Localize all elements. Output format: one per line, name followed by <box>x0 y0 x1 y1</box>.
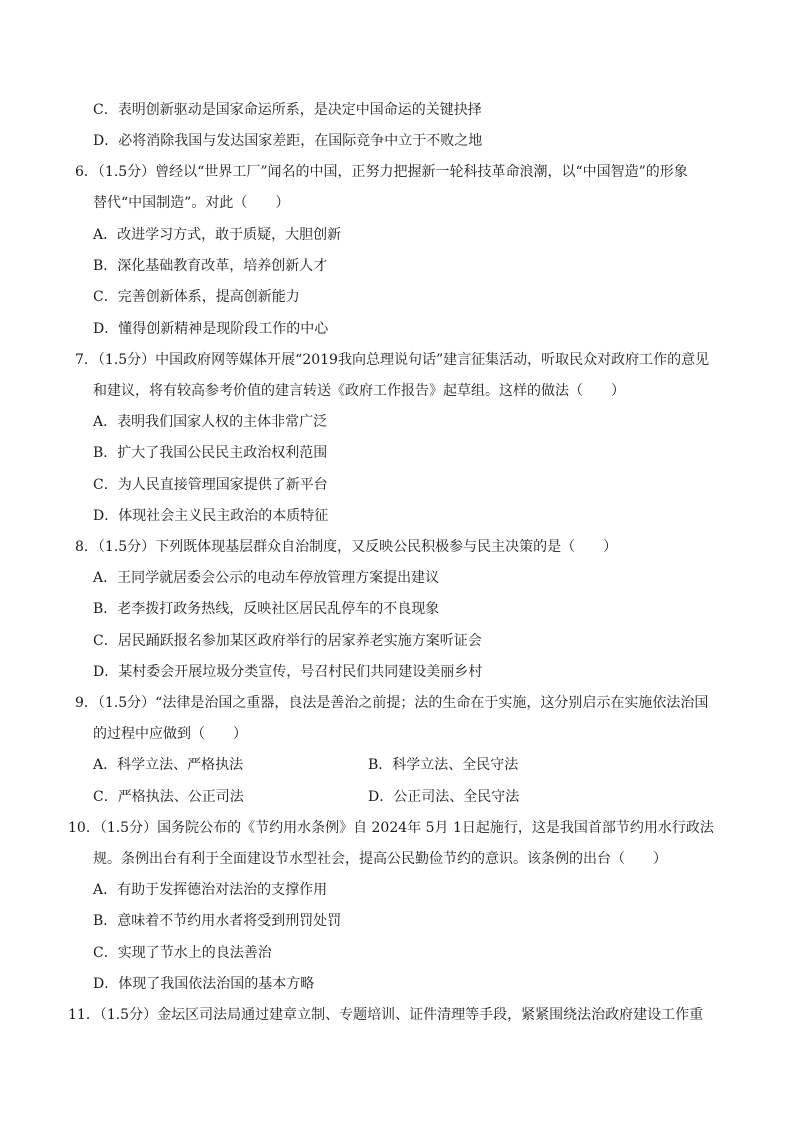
q10-option-c: C．实现了节水上的良法善治 <box>93 945 272 961</box>
q9-stem-line2: 的过程中应做到（ ） <box>93 726 247 742</box>
q6-option-a: A．改进学习方式，敢于质疑，大胆创新 <box>93 227 342 243</box>
q9-option-c: C．严格执法、公正司法 <box>93 789 244 805</box>
q7-option-b: B．扩大了我国公民民主政治权利范围 <box>93 445 328 461</box>
q10-stem-line2: 规。条例出台有利于全面建设节水型社会，提高公民勤俭节约的意识。该条例的出台（ ） <box>93 851 667 867</box>
q10-option-a: A．有助于发挥德治对法治的支撑作用 <box>93 882 328 898</box>
q5-option-d: D．必将消除我国与发达国家差距，在国际竞争中立于不败之地 <box>93 133 483 149</box>
q9-stem-line1: 9．（1.5分）“法律是治国之重器，良法是善治之前提；法的生命在于实施，这分别启示在实施依法治国 <box>75 695 709 711</box>
q9-option-b: B．科学立法、全民守法 <box>368 757 519 773</box>
q7-option-a: A．表明我们国家人权的主体非常广泛 <box>93 414 328 430</box>
q10-option-d: D．体现了我国依法治国的基本方略 <box>93 976 315 992</box>
q10-stem-line1: 10．（1.5分）国务院公布的《节约用水条例》自 2024年 5月 1日起施行，这是我国首部节约用水行政法 <box>68 820 714 836</box>
q8-stem-line1: 8．（1.5分）下列既体现基层群众自治制度，又反映公民积极参与民主决策的是（ ） <box>75 539 618 555</box>
q6-option-d: D．懂得创新精神是现阶段工作的中心 <box>93 321 329 337</box>
q6-stem-line2: 替代“中国制造”。对此（ ） <box>93 195 290 211</box>
q7-option-d: D．体现社会主义民主政治的本质特征 <box>93 508 329 524</box>
q8-option-c: C．居民踊跃报名参加某区政府举行的居家养老实施方案听证会 <box>93 633 482 649</box>
q9-option-d: D．公正司法、全民守法 <box>368 789 520 805</box>
q5-option-c: C．表明创新驱动是国家命运所系，是决定中国命运的关键抉择 <box>93 102 482 118</box>
q10-option-b: B．意味着不节约用水者将受到刑罚处罚 <box>93 913 342 929</box>
q8-option-d: D．某村委会开展垃圾分类宣传，号召村民们共同建设美丽乡村 <box>93 664 483 680</box>
q8-option-b: B．老李拨打政务热线，反映社区居民乱停车的不良现象 <box>93 601 440 617</box>
q7-stem-line2: 和建议，将有较高参考价值的建言转送《政府工作报告》起草组。这样的做法（ ） <box>93 383 625 399</box>
q11-stem-line1: 11．（1.5分）金坛区司法局通过建章立制、专题培训、证件清理等手段，紧紧围绕法治政府建设工作重 <box>68 1007 704 1023</box>
q7-stem-line1: 7．（1.5分）中国政府网等媒体开展“2019我向总理说句话”建言征集活动，听取民众对政府工作的意见 <box>75 352 710 368</box>
q6-stem-line1: 6．（1.5分）曾经以“世界工厂”闻名的中国，正努力把握新一轮科技革命浪潮，以“中国智造”的形象 <box>75 164 688 180</box>
q8-option-a: A．王同学就居委会公示的电动车停放管理方案提出建议 <box>93 570 440 586</box>
q7-option-c: C．为人民直接管理国家提供了新平台 <box>93 477 328 493</box>
q6-option-b: B．深化基础教育改革，培养创新人才 <box>93 258 328 274</box>
q9-option-a: A．科学立法、严格执法 <box>93 757 244 773</box>
q6-option-c: C．完善创新体系，提高创新能力 <box>93 289 300 305</box>
